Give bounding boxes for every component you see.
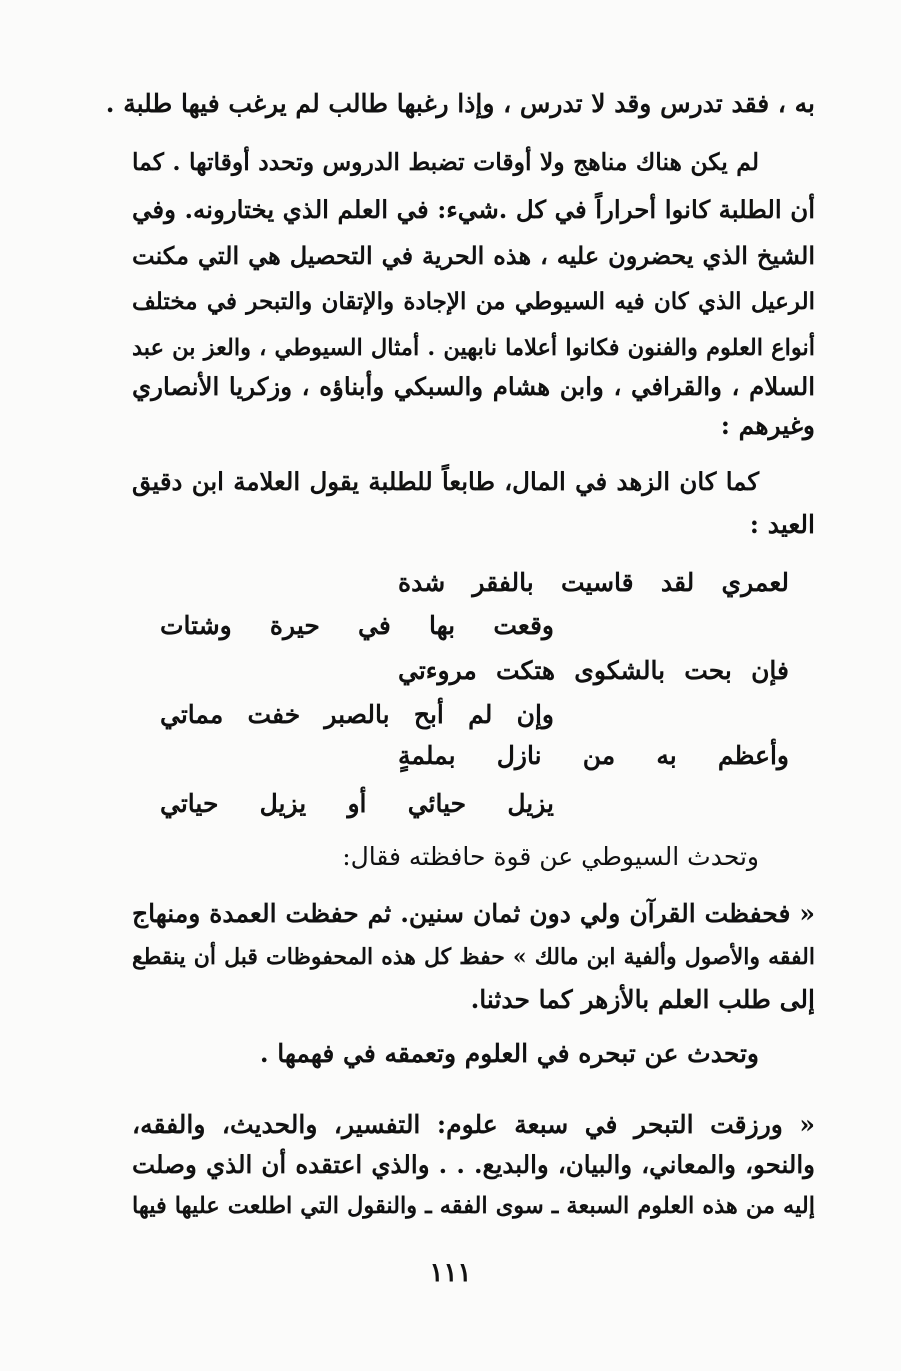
text-line-21: وتحدث عن تبحره في العلوم وتعمقه في فهمها . [259,1039,759,1068]
text-line-7: السلام ، والقرافي ، وابن هشام والسبكي وأبناؤه ، وزكريا الأنصاري [132,372,815,401]
verse-hemistich-5: وأعظم به من نازل بملمةٍ [398,741,789,770]
text-line-19: الفقه والأصول وألفية ابن مالك » حفظ كل هذه المحفوظات قبل أن ينقطع [132,944,815,970]
text-line-1: به ، فقد تدرس وقد لا تدرس ، وإذا رغبها طالب لم يرغب فيها طلبة . [105,89,815,118]
text-line-8: وغيرهم : [720,411,815,440]
text-line-18: « فحفظت القرآن ولي دون ثمان سنين. ثم حفظت العمدة ومنهاج [132,899,815,928]
text-line-3: أن الطلبة كانوا أحراراً في كل .شيء: في العلم الذي يختارونه. وفي [132,195,815,224]
verse-hemistich-1: لعمري لقد قاسيت بالفقر شدة [398,568,789,597]
text-line-4: الشيخ الذي يحضرون عليه ، هذه الحرية في التحصيل هي التي مكنت [132,241,815,270]
verse-hemistich-4: وإن لم أبح بالصبر خفت مماتي [160,700,554,729]
verse-hemistich-6: يزيل حيائي أو يزيل حياتي [160,789,554,818]
text-line-24: إليه من هذه العلوم السبعة ـ سوى الفقه ـ والنقول التي اطلعت عليها فيها [132,1193,815,1219]
verse-hemistich-3: فإن بحت بالشكوى هتكت مروءتي [398,656,789,685]
text-line-2: لم يكن هناك مناهج ولا أوقات تضبط الدروس وتحدد أوقاتها . كما [132,148,759,176]
text-line-20: إلى طلب العلم بالأزهر كما حدثنا. [470,985,815,1014]
text-line-22: « ورزقت التبحر في سبعة علوم: التفسير، والحديث، والفقه، [132,1110,815,1139]
text-line-17: وتحدث السيوطي عن قوة حافظته فقال: [342,842,759,871]
text-line-5: الرعيل الذي كان فيه السيوطي من الإجادة والإتقان والتبحر في مختلف [132,288,815,315]
page-number: ١١١ [429,1258,472,1288]
text-line-6: أنواع العلوم والفنون فكانوا أعلاما نابهين . أمثال السيوطي ، والعز بن عبد [132,335,815,361]
text-line-10: العيد : [749,510,815,539]
text-line-23: والنحو، والمعاني، والبيان، والبديع. . . والذي اعتقده أن الذي وصلت [132,1150,815,1179]
verse-hemistich-2: وقعت بها في حيرة وشتات [160,611,554,640]
text-line-9: كما كان الزهد في المال، طابعاً للطلبة يقول العلامة ابن دقيق [132,467,759,496]
